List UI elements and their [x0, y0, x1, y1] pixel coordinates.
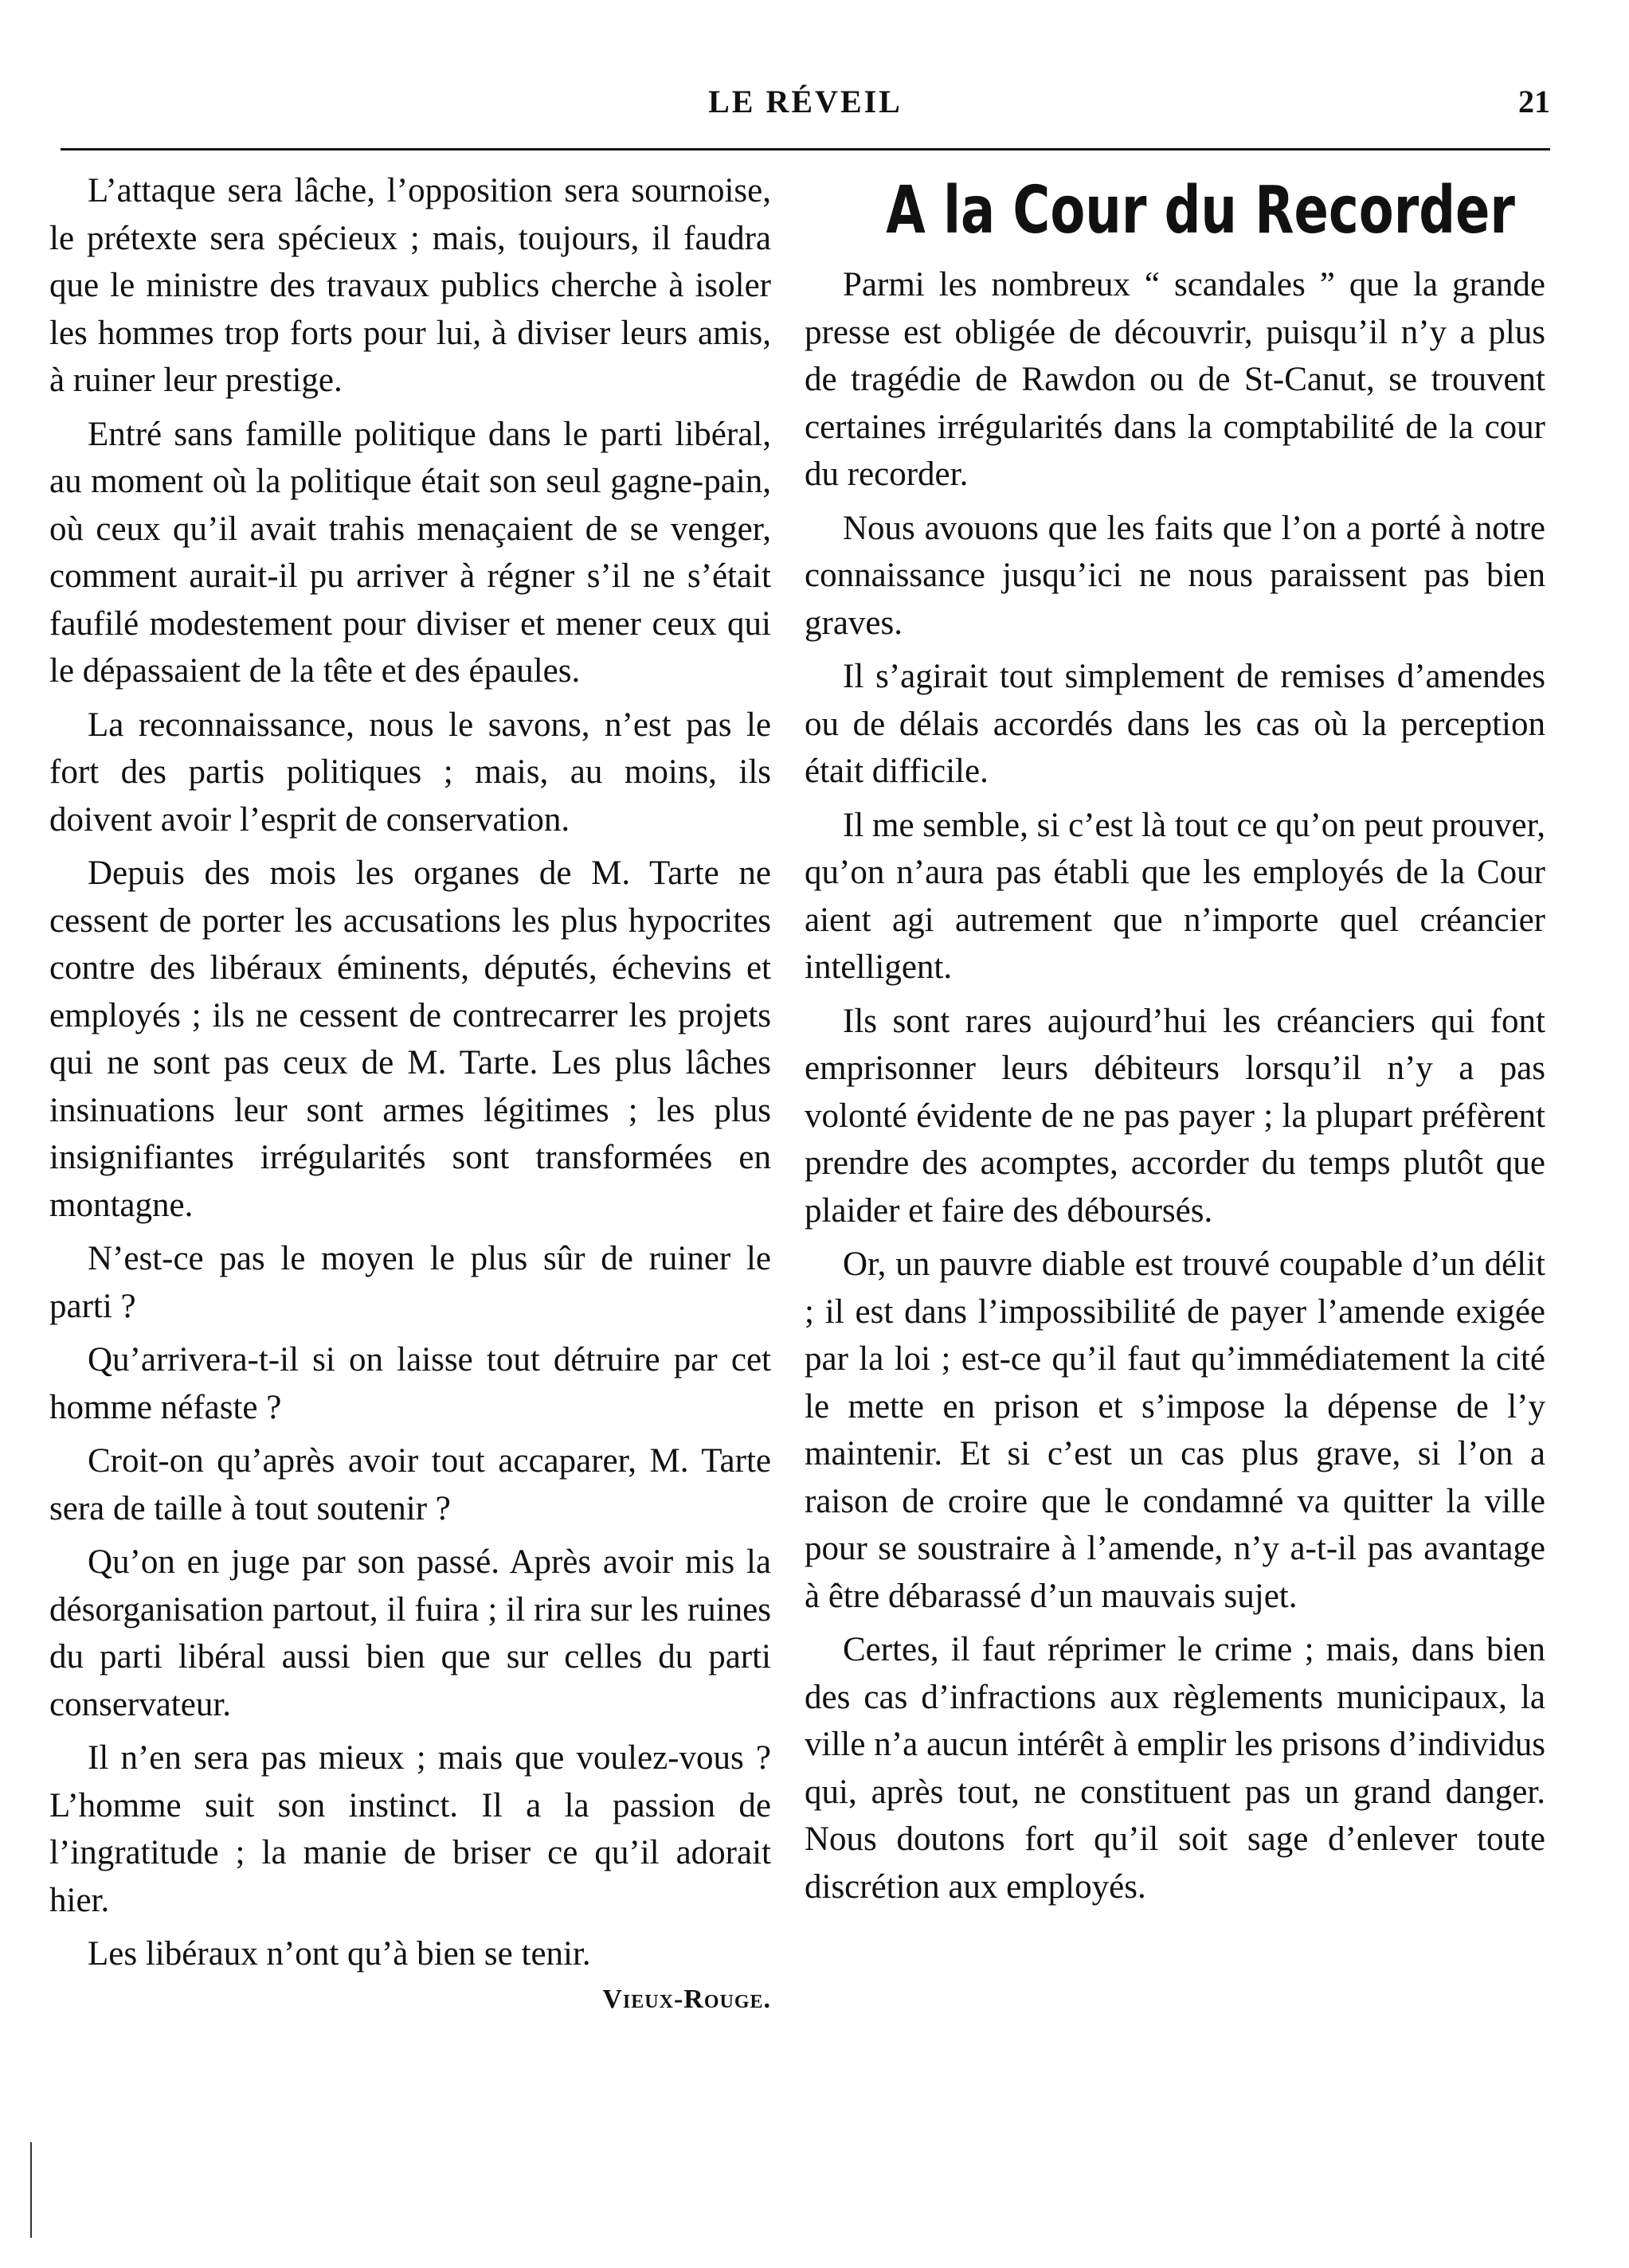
- paragraph: N’est-ce pas le moyen le plus sûr de ruiner le parti ?: [49, 1240, 771, 1325]
- paragraph: La reconnaissance, nous le savons, n’est pas le fort des partis politiques ; mais, au moins, ils doivent avoir l’esprit de conservation.: [49, 706, 771, 839]
- right-column: [805, 167, 1545, 1917]
- paragraph: Qu’on en juge par son passé. Après avoir mis la désorganisation partout, il fuira ; il rira sur les ruines du parti libéral aussi bien que sur celles du parti conservateur.: [49, 1543, 771, 1723]
- paragraph: L’attaque sera lâche, l’opposition sera sournoise, le prétexte sera spécieux ; mais, toujours, il faudra que le ministre des travaux publics cherche à isoler les hommes trop forts pour lui, à diviser leurs amis, à ruiner leur prestige.: [49, 172, 771, 399]
- paragraph: Or, un pauvre diable est trouvé coupable d’un délit ; il est dans l’impossibilité de payer l’amende exigée par la loi ; est-ce qu’il faut qu’immédiatement la cité le mette en prison et s’impose la dépense de l’y maintenir. Et si c’est un cas plus grave, si l’on a raison de croire que le condamné va quitter la ville pour se soustraire à l’amende, n’y a-t-il pas avantage à être débarassé d’un mauvais sujet.: [805, 1245, 1545, 1615]
- page-number: 21: [1518, 84, 1550, 119]
- header-rule: [61, 148, 1550, 151]
- paragraph: Croit-on qu’après avoir tout accaparer, M. Tarte sera de taille à tout soutenir ?: [49, 1442, 771, 1527]
- left-column: [49, 167, 771, 2018]
- paragraph: Parmi les nombreux “ scandales ” que la grande presse est obligée de découvrir, puisqu’il n’y a plus de tragédie de Rawdon ou de St-Canut, se trouvent certaines irrégularités dans la comptabilité de la cour du recorder.: [805, 266, 1545, 493]
- paragraph: Il me semble, si c’est là tout ce qu’on peut prouver, qu’on n’aura pas établi que les employés de la Cour aient agi autrement que n’importe quel créancier intelligent.: [805, 806, 1545, 986]
- paragraph: Nous avouons que les faits que l’on a porté à notre connaissance jusqu’ici ne nous paraissent pas bien graves.: [805, 509, 1545, 642]
- journal-title: LE RÉVEIL: [708, 84, 903, 119]
- author-signature: Vieux-Rouge.: [602, 1984, 771, 2014]
- article-heading: A la Cour du Recorder: [886, 173, 1515, 248]
- paragraph: Certes, il faut réprimer le crime ; mais, dans bien des cas d’infractions aux règlements municipaux, la ville n’a aucun intérêt à emplir les prisons d’individus qui, après tout, ne constituent pas un grand danger. Nous doutons fort qu’il soit sage d’enlever toute discrétion aux employés.: [805, 1631, 1545, 1906]
- paragraph: Les libéraux n’ont qu’à bien se tenir.: [88, 1935, 591, 1973]
- paragraph: Il n’en sera pas mieux ; mais que voulez-vous ? L’homme suit son instinct. Il a la passion de l’ingratitude ; la manie de briser ce qu’il adorait hier.: [49, 1739, 771, 1919]
- running-header: [61, 80, 1550, 127]
- margin-mark: [30, 2142, 32, 2238]
- paragraph: Qu’arrivera-t-il si on laisse tout détruire par cet homme néfaste ?: [49, 1341, 771, 1426]
- paragraph: Entré sans famille politique dans le parti libéral, au moment où la politique était son seul gagne-pain, où ceux qu’il avait trahis menaçaient de se venger, comment aurait-il pu arriver à régner s’il ne s’était faufilé modestement pour diviser et mener ceux qui le dépassaient de la tête et des épaules.: [49, 415, 771, 690]
- paragraph: Il s’agirait tout simplement de remises d’amendes ou de délais accordés dans les cas où la perception était difficile.: [805, 658, 1545, 790]
- paragraph: Depuis des mois les organes de M. Tarte ne cessent de porter les accusations les plus hypocrites contre des libéraux éminents, députés, échevins et employés ; ils ne cessent de contrecarrer les projets qui ne sont pas ceux de M. Tarte. Les plus lâches insinuations leur sont armes légitimes ; les plus insignifiantes irrégularités sont transformées en montagne.: [49, 854, 771, 1224]
- paragraph: Ils sont rares aujourd’hui les créanciers qui font emprisonner leurs débiteurs lorsqu’il n’y a pas volonté évidente de ne pas payer ; la plupart préfèrent prendre des acomptes, accorder du temps plutôt que plaider et faire des déboursés.: [805, 1002, 1545, 1230]
